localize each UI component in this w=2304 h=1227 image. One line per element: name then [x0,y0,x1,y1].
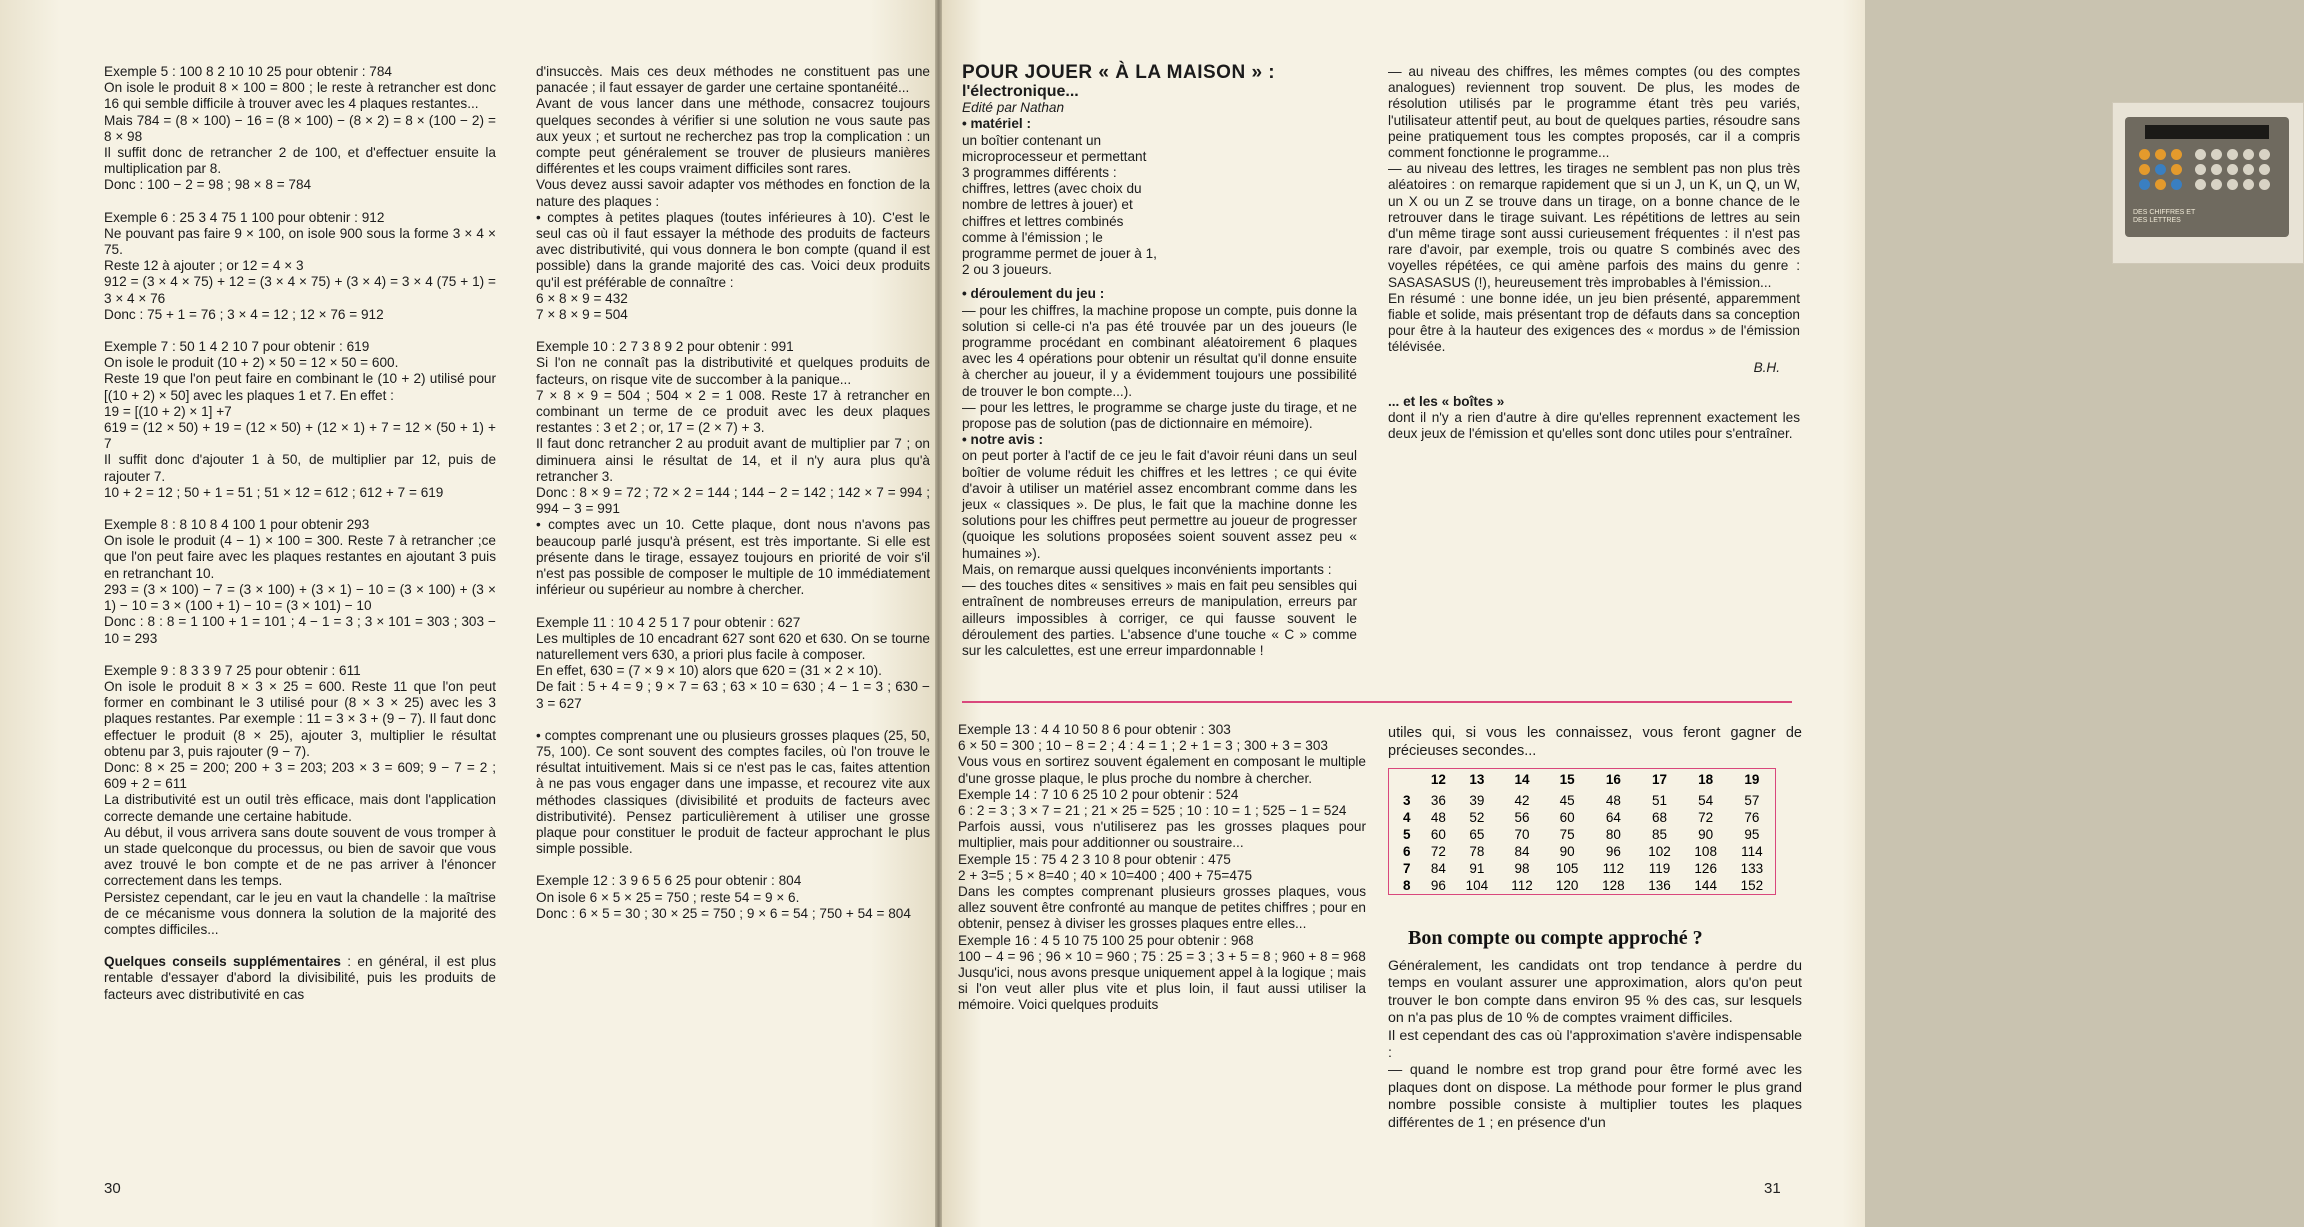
table-row [1389,826,1775,843]
left-page [0,0,935,1227]
methods-text: d'insuccès. Mais ces deux méthodes ne constituent pas une panacée ; il faut essayer de garder une certaine spontanéité... Avant de vous lancer dans une méthode, consacrez toujours quelques secondes à vérifier si une solution ne vous saute pas aux yeux ; et surtout ne recherchez pas trop la complication : un compte peut généralement se trouver de plusieurs manières différentes et les coups vraiment difficiles sont rares. Vous devez aussi savoir adapter vos méthodes en fonction de la nature des plaques : • comptes à petites plaques (toutes inférieures à 10). C'est le seul cas où il faut essayer la méthode des produits de facteurs avec distributivité, qui vous donnera le bon compte (quand il est possible) dans la grande majorité des cas. Voici deux produits qu'il est préférable de connaître : 6 × 8 × 9 = 432 7 × 8 × 9 = 504 [536,64,930,323]
approximation-text: Généralement, les candidats ont trop tendance à perdre du temps en voulant assurer une approximation, alors qu'on peut trouver le bon compte dans environ 95 % des cas, sur lesquels on n'a pas plus de 10 % de comptes vraiment difficiles. Il est cependant des cas où l'approximation s'avère indispensable : — quand le nombre est trop grand pour être formé avec les plaques dont on dispose. La méthode pour former le plus grand nombre possible consiste à multiplier toutes les plaques différentes de 1 ; en présence d'un [1388,958,1802,1131]
table-cell: 96 [1605,844,1621,859]
col-header: 17 [1652,772,1668,787]
big-plates-advice: • comptes comprenant une ou plusieurs grosses plaques (25, 50, 75, 100). Ce sont souvent des comptes faciles, où l'on trouve le résultat intuitivement. Mais si ce n'est pas le cas, faites attention à ne pas vous engager dans une impasse, et recourez vite aux méthodes classiques (divisibilité et produits de facteurs avec distributivité). Pensez particulièrement à utiliser une grosse plaque pour constituer le produit de facteur approchant le plus simple possible. [536,727,930,857]
publisher-line: Edité par Nathan [962,100,1065,116]
game-console [2125,117,2289,237]
table-cell: 144 [1694,878,1717,893]
boites-text: dont il n'y a rien d'autre à dire qu'elles reprennent exactement les deux jeux de l'émission et qu'elles sont donc utiles pour s'entraîner. [1388,410,1800,442]
right-column-2 [1388,64,1800,442]
products-table [1389,769,1775,894]
example-8: Exemple 8 : 8 10 8 4 100 1 pour obtenir 293 On isole le produit (4 − 1) × 100 = 300. Reste 7 à retrancher ;ce que l'on peut faire avec les plaques restantes en ajoutant 3 puis en retranchant 10. 293 = (3 × 100) − 7 = (3 × 100) + (3 × 1) − 10 = (3 × 100) + (3 × 1) − 10 = 3 × (100 + 1) − 10 = (3 × 101) − 10 Donc : 8 : 8 = 1 100 + 1 = 101 ; 4 − 1 = 3 ; 3 × 101 = 303 ; 303 − 10 = 293 [104,517,496,646]
example-6: Exemple 6 : 25 3 4 75 1 100 pour obtenir : 912 Ne pouvant pas faire 9 × 100, on isole 900 sous la forme 3 × 4 × 75. Reste 12 à ajouter ; or 12 = 4 × 3 912 = (3 × 4 × 75) + 12 = (3 × 4 × 75) + (3 × 4) = 3 × 4 (75 + 1) = 3 × 4 × 76 Donc : 75 + 1 = 76 ; 3 × 4 = 12 ; 12 × 76 = 912 [104,209,496,322]
table-cell: 80 [1605,827,1621,842]
table-cell: 64 [1605,810,1621,825]
table-cell: 68 [1652,810,1668,825]
page-number-right: 31 [1764,1180,1781,1197]
table-cell: 90 [1559,844,1575,859]
console-keypad [2139,149,2279,205]
table-cell: 84 [1430,861,1446,876]
table-cell: 72 [1430,844,1446,859]
table-cell: 52 [1469,810,1485,825]
left-column-2 [536,64,930,922]
table-cell: 136 [1648,878,1671,893]
table-cell: 112 [1511,878,1533,893]
lower-column-2-top [1388,724,1802,760]
table-cell: 75 [1559,827,1575,842]
materiel-label: • matériel : [962,116,1031,132]
left-column-1 [104,64,496,1003]
table-cell: 85 [1652,827,1668,842]
table-cell: 54 [1698,793,1714,808]
row-header: 5 [1403,827,1411,842]
page-number-left: 30 [104,1180,121,1197]
row-header: 8 [1403,878,1411,893]
example-12: Exemple 12 : 3 9 6 5 6 25 pour obtenir : 804 On isole 6 × 5 × 25 = 750 ; reste 54 = 9 × 6. Donc : 6 × 5 = 30 ; 30 × 25 = 750 ; 9 × 6 = 54 ; 750 + 54 = 804 [536,873,911,921]
deroulement-text: — pour les chiffres, la machine propose un compte, puis donne la solution si celle-ci n'a pas été trouvée par un des joueurs (le programme procédant en combinant aléatoirement 6 plaques avec les 4 opérations pour obtenir un résultat qu'il donne ensuite à chercher au joueur, il y a évidemment toujours une possibilité de trouver le bon compte...). — pour les lettres, le programme se charge juste du tirage, et ne propose pas de solution (pas de dictionnaire en mémoire). [962,302,1357,432]
table-cell: 152 [1740,878,1764,893]
row-header: 7 [1403,861,1411,876]
extra-advice-lead: Quelques conseils supplémentaires [104,954,341,970]
table-cell: 45 [1559,793,1575,808]
table-cell: 84 [1514,844,1530,859]
section-title: POUR JOUER « À LA MAISON » : [962,62,1276,83]
col-header: 14 [1514,772,1530,787]
bon-compte-heading: Bon compte ou compte approché ? [1408,927,1703,949]
table-cell: 114 [1741,844,1763,859]
table-cell: 72 [1698,810,1714,825]
products-table-frame [1388,768,1776,895]
table-cell: 39 [1469,793,1485,808]
table-cell: 105 [1555,861,1579,876]
table-cell: 60 [1430,827,1446,842]
table-cell: 112 [1602,861,1625,876]
table-row [1389,860,1775,877]
table-row [1389,809,1775,826]
avis-label: • notre avis : [962,432,1044,448]
products-table-body [1389,792,1775,894]
col-header: 18 [1698,772,1714,787]
table-cell: 128 [1602,878,1625,893]
col-header: 12 [1430,772,1446,787]
col-header: 13 [1469,772,1485,787]
table-cell: 57 [1744,793,1760,808]
table-cell: 108 [1694,844,1717,859]
lower-column-2-bottom [1388,958,1802,1132]
critique-text: — au niveau des chiffres, les mêmes comptes (ou des comptes analogues) reviennent trop souvent. De plus, les modes de résolution utilisés par le programme étant très peu variés, l'utilisateur attentif peut, au bout de quelques parties, résoudre sans peine pratiquement tous les comptes proposés, car il a compris comment fonctionne le programme... — au niveau des lettres, les tirages ne semblent pas non plus très aléatoires : on remarque rapidement que si un J, un K, un Q, un W, un X ou un Z se trouve dans un tirage, on a bonne chance de le retrouver dans le tirage suivant. Les répétitions de lettres au sein d'un même tirage sont aussi curieusement fréquentes : il n'est pas rare d'avoir, par exemple, trois ou quatre S combinés avec des voyelles répétées, ce qui amène parfois des mains du genre : SASASASUS (!), heureusement très improbables à l'émission... En résumé : une bonne idée, un jeu bien présenté, apparemment fiable et solide, mais présentant trop de défauts dans sa conception pour être à la hauteur des exigences des « mordus » de l'émission télévisée. [1388,64,1800,355]
table-cell: 91 [1469,861,1485,876]
table-cell: 42 [1514,793,1530,808]
table-cell: 78 [1469,844,1485,859]
console-display [2145,125,2269,139]
table-cell: 119 [1648,861,1671,876]
table-cell: 126 [1694,861,1717,876]
table-cell: 65 [1469,827,1485,842]
table-cell: 56 [1514,810,1530,825]
table-cell: 120 [1555,878,1579,893]
signature: B.H. [1753,359,1780,375]
table-cell: 48 [1430,810,1446,825]
example-7: Exemple 7 : 50 1 4 2 10 7 pour obtenir : 619 On isole le produit (10 + 2) × 50 = 12 × 50 = 600. Reste 19 que l'on peut faire en combinant le (10 + 2) utilisé pour [(10 + 2) × 50] avec les plaques 1 et 7. En effet : 19 = [(10 + 2) × 1] +7 619 = (12 × 50) + 19 = (12 × 50) + (12 × 1) + 7 = 12 × (50 + 1) + 7 Il suffit donc d'ajouter 1 à 50, de multiplier par 12, puis de rajouter 7. 10 + 2 = 12 ; 50 + 1 = 51 ; 51 × 12 = 612 ; 612 + 7 = 619 [104,339,496,500]
table-cell: 90 [1698,827,1714,842]
table-cell: 60 [1559,810,1575,825]
extra-advice-text: : en général, il est plus rentable d'essayer d'abord la divisibilité, puis les produits de facteurs avec distributivité en cas [104,954,496,1002]
table-cell: 98 [1514,861,1530,876]
col-header: 15 [1559,772,1575,787]
table-cell: 70 [1514,827,1530,842]
row-header: 3 [1403,793,1411,808]
col-header: 16 [1605,772,1621,787]
table-cell: 96 [1430,878,1446,893]
examples-13-16: Exemple 13 : 4 4 10 50 8 6 pour obtenir : 303 6 × 50 = 300 ; 10 − 8 = 2 ; 4 : 4 = 1 ; 2 + 1 = 3 ; 300 + 3 = 303 Vous vous en sortirez souvent également en composant le multiple d'une grosse plaque, le plus proche du nombre à chercher. Exemple 14 : 7 10 6 25 10 2 pour obtenir : 524 6 : 2 = 3 ; 3 × 7 = 21 ; 21 × 25 = 525 ; 10 : 10 = 1 ; 525 − 1 = 524 Parfois aussi, vous n'utiliserez pas les grosses plaques pour multiplier, mais pour additionner ou soustraire... Exemple 15 : 75 4 2 3 10 8 pour obtenir : 475 2 + 3=5 ; 5 × 8=40 ; 40 × 10=400 ; 400 + 75=475 Dans les comptes comprenant plusieurs grosses plaques, vous allez souvent être confronté au manque de petites chiffres ; pour en obtenir, pensez à diviser les grosses plaques entre elles... Exemple 16 : 4 5 10 75 100 25 pour obtenir : 968 100 − 4 = 96 ; 96 × 10 = 960 ; 75 : 25 = 3 ; 3 + 5 = 8 ; 960 + 8 = 968 Jusqu'ici, nous avons presque uniquement appel à la logique ; mais si l'on veut aller plus vite et plus loin, il faut aussi utiliser la mémoire. Voici quelques produits [958,722,1366,1013]
section-subtitle: l'électronique... [962,83,1079,100]
avis-text: on peut porter à l'actif de ce jeu le fait d'avoir réuni dans un seul boîtier de volume réduit les chiffres et les lettres ; ce qui évite d'avoir à utiliser un matériel assez encombrant comme dans les jeux « classiques ». De plus, le fait que la machine donne les solutions pour les chiffres peut permettre au joueur de progresser (quoique les solutions proposées soient souvent assez peu « humaines »). Mais, on remarque aussi quelques inconvénients importants : — des touches dites « sensitives » mais en fait peu sensibles qui entraînent de nombreuses erreurs de manipulation, erreurs par ailleurs impossibles à corriger, ce qui fausse souvent le déroulement des parties. L'absence d'une touche « C » comme sur les calculettes, est une erreur impardonnable ! [962,448,1357,658]
table-cell: 48 [1605,793,1621,808]
deroulement-label: • déroulement du jeu : [962,286,1105,302]
row-header: 4 [1403,810,1411,825]
example-5: Exemple 5 : 100 8 2 10 10 25 pour obtenir : 784 On isole le produit 8 × 100 = 800 ; le reste à retrancher est donc 16 qui semble difficile à trouver avec les 4 plaques restantes... Mais 784 = (8 × 100) − 16 = (8 × 100) − (8 × 2) = 8 × (100 − 2) = 8 × 98 Il suffit donc de retrancher 2 de 100, et d'effectuer ensuite la multiplication par 8. Donc : 100 − 2 = 98 ; 98 × 8 = 784 [104,64,496,193]
table-cell: 95 [1744,827,1760,842]
example-10: Exemple 10 : 2 7 3 8 9 2 pour obtenir : 991 Si l'on ne connaît pas la distributivité et quelques produits de facteurs, on risque vite de succomber à la panique... 7 × 8 × 9 = 504 ; 504 × 2 = 1 008. Reste 17 à retrancher en combinant un terme de ce produit avec les deux plaques restantes : 3 et 2 ; or, 17 = (2 × 7) + 3. Il faut donc retrancher 2 au produit avant de multiplier par 7 ; on diminuera ainsi le résultat de 14, et il n'y aura plus qu'à retrancher 3. Donc : 8 × 9 = 72 ; 72 × 2 = 144 ; 144 − 2 = 142 ; 142 × 7 = 994 ; 994 − 3 = 991 • comptes avec un 10. Cette plaque, dont nous n'avons pas beaucoup parlé jusqu'à présent, est très importante. Si elle est présente dans le tirage, essayez toujours en priorité de voir s'il n'est pas possible de composer le multiple de 10 immédiatement inférieur ou supérieur au nombre à chercher. [536,339,930,598]
row-header: 6 [1403,844,1411,859]
table-cell: 51 [1652,793,1668,808]
boites-label: ... et les « boîtes » [1388,393,1505,409]
section-divider [962,701,1792,703]
right-page [942,0,2196,1227]
table-header-row [1389,769,1775,792]
products-intro: utiles qui, si vous les connaissez, vous feront gagner de précieuses secondes... [1388,725,1802,759]
table-cell: 36 [1430,793,1446,808]
electronic-game-photo [2112,102,2304,264]
console-brand-label: DES CHIFFRES ET DES LETTRES [2133,209,2196,224]
table-cell: 133 [1740,861,1764,876]
table-row [1389,792,1775,809]
table-cell: 104 [1465,878,1489,893]
table-cell: 76 [1744,810,1760,825]
example-11: Exemple 11 : 10 4 2 5 1 7 pour obtenir : 627 Les multiples de 10 encadrant 627 sont 620 et 630. On se tourne naturellement vers 630, a priori plus facile à composer. En effet, 630 = (7 × 9 × 10) alors que 620 = (31 × 2 × 10). De fait : 5 + 4 = 9 ; 9 × 7 = 63 ; 63 × 10 = 630 ; 4 − 1 = 3 ; 630 − 3 = 627 [536,614,930,711]
col-header: 19 [1744,772,1760,787]
book-gutter [935,0,942,1227]
table-row [1389,877,1775,894]
table-cell: 102 [1648,844,1671,859]
table-row [1389,843,1775,860]
right-column-1 [962,62,1357,659]
lower-column-1 [958,722,1366,1014]
example-9: Exemple 9 : 8 3 3 9 7 25 pour obtenir : 611 On isole le produit 8 × 3 × 25 = 600. Reste 11 que l'on peut former en combinant le 3 utilisé pour (8 × 3 × 25) avec les 3 plaques restantes. Par exemple : 11 = 3 × 3 + (9 − 7). Il faut donc effectuer le produit (8 × 25), ajouter 3, multiplier le résultat obtenu par 3, puis rajouter (9 − 7). Donc: 8 × 25 = 200; 200 + 3 = 203; 203 × 3 = 609; 9 − 7 = 2 ; 609 + 2 = 611 La distributivité est un outil très efficace, mais dont l'application correcte demande une certaine habitude. Au début, il vous arrivera sans doute souvent de vous tromper à un stade quelconque du processus, ou bien de savoir que vous avez trouvé le bon compte et de ne pas arriver à l'énoncer correctement dans les temps. Persistez cependant, car le jeu en vaut la chandelle : la maîtrise de ce mécanisme vous donnera la solution de la majorité des comptes difficiles... [104,662,496,937]
materiel-text: un boîtier contenant un microprocesseur et permettant 3 programmes différents : chiffres, lettres (avec choix du nombre de lettres à jouer) et chiffres et lettres combinés comme à l'émission ; le programme permet de jouer à 1, 2 ou 3 joueurs. [962,132,1157,278]
extra-advice [104,954,496,1003]
